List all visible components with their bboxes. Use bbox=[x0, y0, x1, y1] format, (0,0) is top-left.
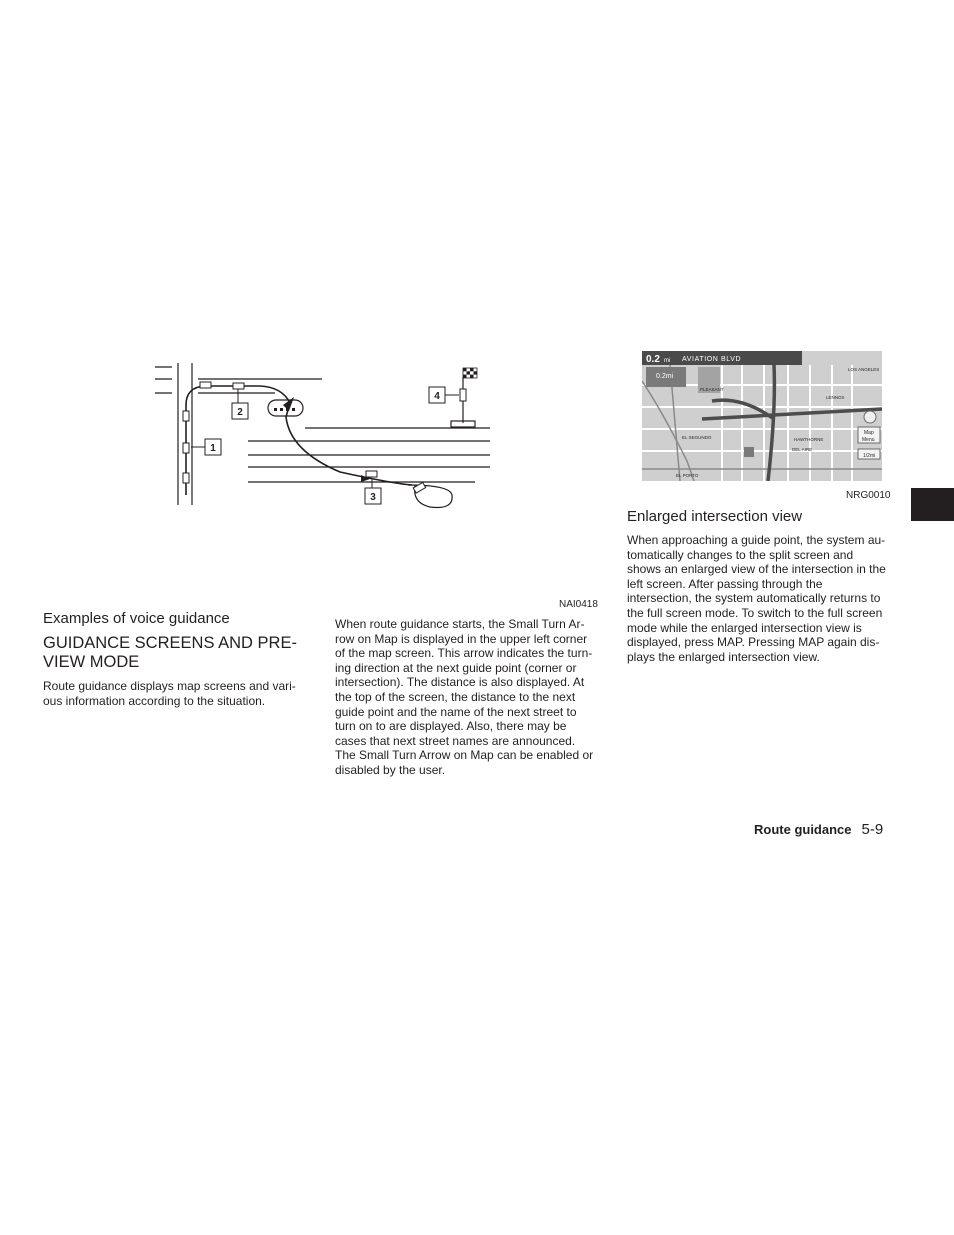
paragraph-line: The Small Turn Arrow on Map can be enabled or bbox=[335, 748, 594, 763]
callout-1-label: 1 bbox=[210, 443, 216, 454]
paragraph-line: the top of the screen, the distance to the next bbox=[335, 689, 576, 704]
paragraph-line: When approaching a guide point, the system au- bbox=[627, 533, 886, 547]
enlarged-intersection-subheading: Enlarged intersection view bbox=[627, 508, 803, 525]
map-label-del-aire: DEL AIRE bbox=[792, 447, 813, 452]
paragraph-line: tomatically changes to the split screen and bbox=[627, 547, 854, 562]
section-tab-marker bbox=[911, 488, 954, 521]
paragraph-line: of the map screen. This arrow indicates the turn- bbox=[335, 646, 593, 661]
map-next-street: AVIATION BLVD bbox=[682, 356, 742, 363]
paragraph-line: displayed, press MAP. Pressing MAP again dis- bbox=[627, 635, 880, 650]
paragraph-line: ing direction at the next guide point (corner or bbox=[335, 660, 577, 675]
route-diagram-figure bbox=[150, 355, 500, 515]
middle-column-paragraph bbox=[335, 617, 605, 778]
left-column-paragraph bbox=[43, 679, 312, 708]
right-column-paragraph bbox=[627, 533, 897, 664]
guidance-screens-heading bbox=[43, 634, 323, 672]
heading-line: VIEW MODE bbox=[43, 653, 140, 671]
paragraph-line: ous information according to the situation. bbox=[43, 693, 266, 708]
callout-3-label: 3 bbox=[370, 492, 376, 503]
paragraph-line: When route guidance starts, the Small Turn Ar- bbox=[335, 617, 585, 631]
paragraph-line: the full screen mode. To switch to the full screen bbox=[627, 605, 883, 620]
voice-guidance-subheading: Examples of voice guidance bbox=[43, 610, 230, 627]
callout-4-label: 4 bbox=[434, 391, 440, 402]
paragraph-line: row on Map is displayed in the upper left corner bbox=[335, 631, 588, 646]
page-number: 5-9 bbox=[861, 821, 884, 838]
map-label-los-angeles: LOS ANGELES bbox=[848, 367, 880, 372]
paragraph-line: intersection, the system automatically returns to bbox=[627, 591, 881, 606]
page-footer bbox=[754, 821, 883, 838]
paragraph-line: guide point and the name of the next street to bbox=[335, 704, 577, 719]
map-inset-distance: 0.2mi bbox=[656, 373, 674, 380]
callout-2-label: 2 bbox=[237, 407, 243, 418]
paragraph-line: Route guidance displays map screens and vari- bbox=[43, 679, 296, 693]
map-distance-readout: 0.2 bbox=[646, 354, 660, 365]
paragraph-line: intersection). The distance is also displayed. At bbox=[335, 675, 585, 690]
map-distance-unit: mi bbox=[664, 358, 671, 364]
paragraph-line: plays the enlarged intersection view. bbox=[627, 649, 820, 664]
paragraph-line: mode while the enlarged intersection view is bbox=[627, 620, 862, 635]
paragraph-line: turn on to are displayed. Also, there may be bbox=[335, 719, 567, 734]
map-label-lennox: LENNOX bbox=[826, 395, 845, 400]
compass-icon bbox=[864, 411, 876, 423]
footer-section-title: Route guidance bbox=[754, 822, 852, 837]
map-label-el-segundo: EL SEGUNDO bbox=[682, 435, 712, 440]
map-zoom-scale: 1/2mi bbox=[863, 453, 876, 459]
map-label-el-porto: EL PORTO bbox=[676, 473, 699, 478]
map-menu-button-line1: Map bbox=[864, 430, 874, 436]
paragraph-line: shows an enlarged view of the intersection in the bbox=[627, 562, 886, 577]
map-label-pleasant: PLEASANT bbox=[700, 387, 724, 392]
heading-line: GUIDANCE SCREENS AND PRE- bbox=[43, 634, 297, 652]
map-menu-button-line2: Menu bbox=[862, 437, 875, 443]
paragraph-line: left screen. After passing through the bbox=[627, 576, 823, 591]
figure-id-right: NRG0010 bbox=[846, 490, 891, 501]
figure-id-left: NAI0418 bbox=[559, 599, 598, 610]
paragraph-line: disabled by the user. bbox=[335, 762, 446, 777]
navigation-map-screenshot bbox=[642, 351, 882, 481]
map-label-hawthorne: HAWTHORNE bbox=[794, 437, 824, 442]
paragraph-line: cases that next street names are announced. bbox=[335, 733, 576, 748]
